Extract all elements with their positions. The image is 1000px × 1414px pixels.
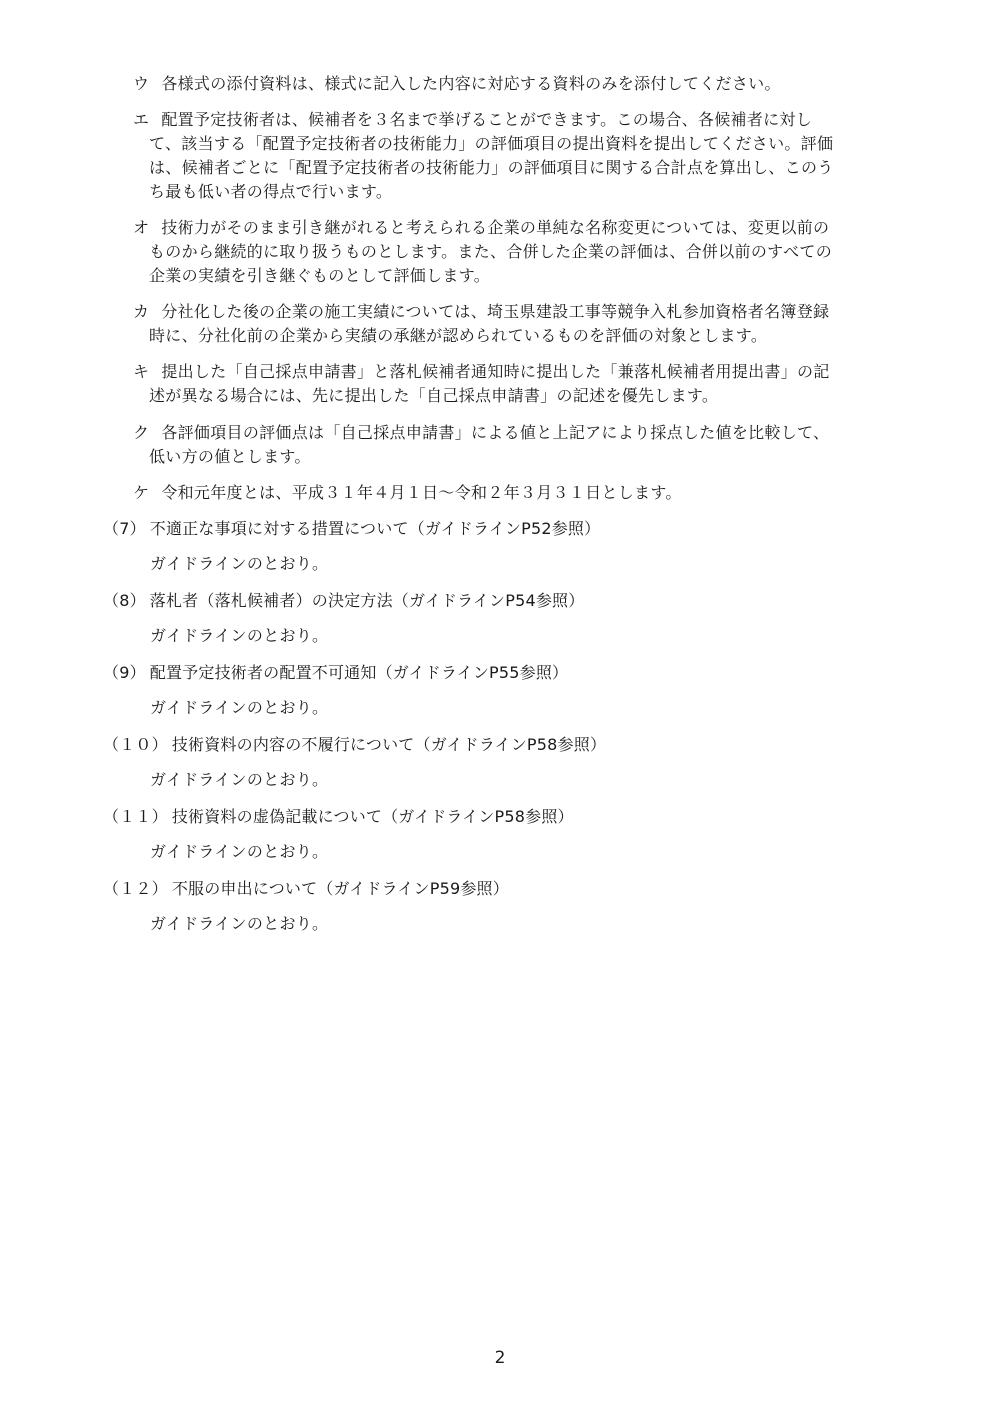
page-number: 2 <box>494 1348 506 1368</box>
section-heading-9 <box>103 661 568 685</box>
list-marker: エ <box>133 110 150 129</box>
section-number: （１２） <box>103 879 168 898</box>
section-title: 技術資料の内容の不履行について（ガイドラインP58参照） <box>171 735 607 754</box>
section-heading-11 <box>103 805 574 829</box>
section-body-8: ガイドラインのとおり。 <box>150 626 329 645</box>
list-item-text: て、該当する「配置予定技術者の技術能力」の評価項目の提出資料を提出してください。評価 <box>149 134 834 153</box>
list-item-text: は、候補者ごとに「配置予定技術者の技術能力」の評価項目に関する合計点を算出し、このう <box>149 158 834 177</box>
list-item-text: 提出した「自己採点申請書」と落札候補者通知時に提出した「兼落札候補者用提出書」の記 <box>161 362 830 381</box>
section-body-9: ガイドラインのとおり。 <box>150 698 329 717</box>
section-heading-12 <box>103 877 509 901</box>
section-number: （１１） <box>103 807 168 826</box>
section-heading-10 <box>103 733 606 757</box>
list-item-o <box>133 216 903 288</box>
list-item-ku <box>133 421 903 469</box>
section-number: （8） <box>103 591 146 610</box>
list-item-text: 低い方の値とします。 <box>149 447 311 466</box>
section-title: 不適正な事項に対する措置について（ガイドラインP52参照） <box>149 519 601 538</box>
list-marker: ク <box>133 423 150 442</box>
section-body-11: ガイドラインのとおり。 <box>150 842 329 861</box>
list-marker: ケ <box>133 483 150 502</box>
list-item-text: 企業の実績を引き継ぐものとして評価します。 <box>149 266 491 285</box>
list-item-text: 時に、分社化前の企業から実績の承継が認められているものを評価の対象とします。 <box>149 326 768 345</box>
list-item-ke <box>133 481 903 505</box>
list-item-text: 各評価項目の評価点は「自己採点申請書」による値と上記アにより採点した値を比較して、 <box>161 423 830 442</box>
list-item-e <box>133 108 903 204</box>
list-item-text: 配置予定技術者は、候補者を３名まで挙げることができます。この場合、各候補者に対し <box>161 110 813 129</box>
section-title: 配置予定技術者の配置不可通知（ガイドラインP55参照） <box>149 663 569 682</box>
section-body-10: ガイドラインのとおり。 <box>150 770 329 789</box>
list-item-text: 述が異なる場合には、先に提出した「自己採点申請書」の記述を優先します。 <box>149 386 719 405</box>
list-item-text: 技術力がそのまま引き継がれると考えられる企業の単純な名称変更については、変更以前の <box>161 218 830 237</box>
list-marker: ウ <box>133 74 150 93</box>
section-title: 不服の申出について（ガイドラインP59参照） <box>171 879 509 898</box>
list-item-text: 令和元年度とは、平成３１年４月１日～令和２年３月３１日とします。 <box>161 483 682 502</box>
list-marker: キ <box>133 362 150 381</box>
list-marker: オ <box>133 218 150 237</box>
section-number: （9） <box>103 663 146 682</box>
section-body-7: ガイドラインのとおり。 <box>150 554 329 573</box>
list-item-text: ものから継続的に取り扱うものとします。また、合併した企業の評価は、合併以前のすべての <box>149 242 833 261</box>
section-number: （１０） <box>103 735 168 754</box>
section-heading-8 <box>103 589 584 613</box>
section-title: 落札者（落札候補者）の決定方法（ガイドラインP54参照） <box>149 591 585 610</box>
section-body-12: ガイドラインのとおり。 <box>150 914 329 933</box>
section-number: （7） <box>103 519 146 538</box>
list-item-text: 各様式の添付資料は、様式に記入した内容に対応する資料のみを添付してください。 <box>161 74 781 93</box>
section-heading-7 <box>103 517 600 541</box>
list-item-ki <box>133 360 903 408</box>
list-item-text: ち最も低い者の得点で行います。 <box>149 182 393 201</box>
list-item-text: 分社化した後の企業の施工実績については、埼玉県建設工事等競争入札参加資格者名簿登録 <box>161 302 830 321</box>
list-marker: カ <box>133 302 150 321</box>
list-item-ka <box>133 300 903 348</box>
section-title: 技術資料の虚偽記載について（ガイドラインP58参照） <box>171 807 574 826</box>
list-item-u <box>133 72 903 96</box>
